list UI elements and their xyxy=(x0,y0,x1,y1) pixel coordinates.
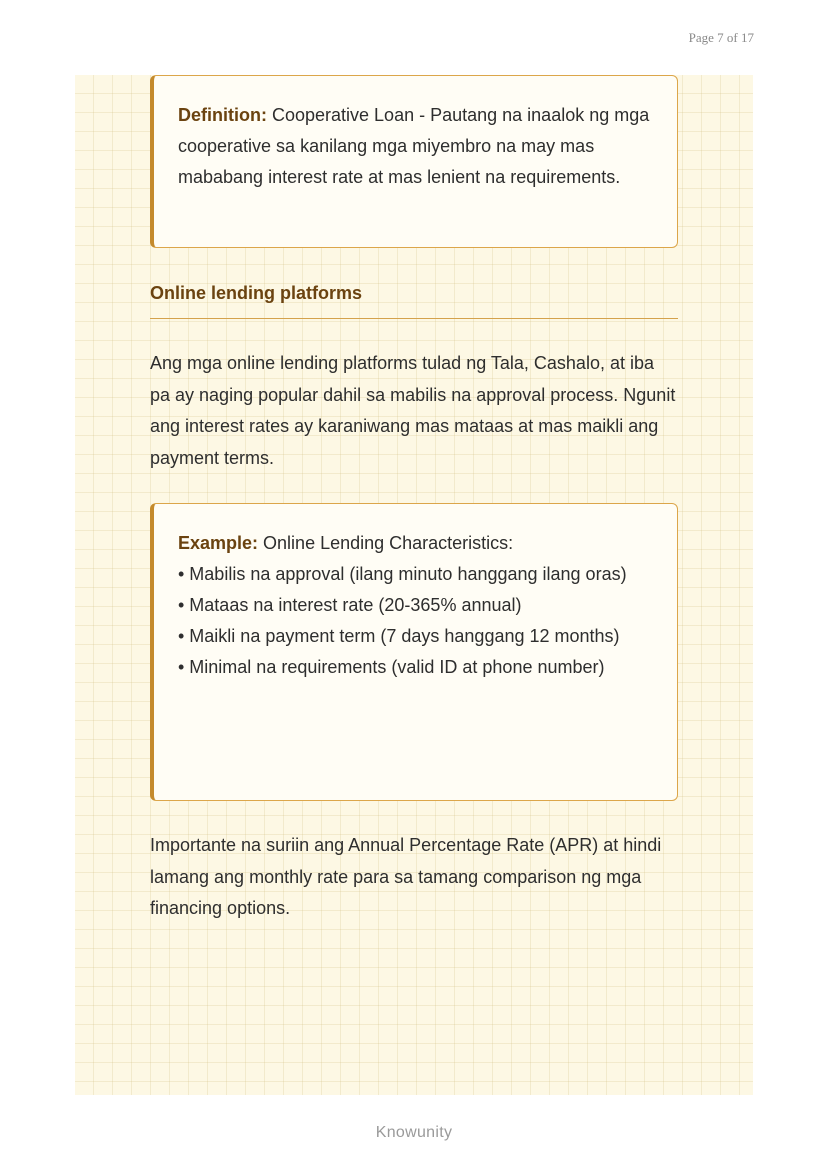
footer-brand: Knowunity xyxy=(375,1124,453,1141)
example-item: • Mabilis na approval (ilang minuto hanggang ilang oras) xyxy=(178,564,627,584)
closing-paragraph: Importante na suriin ang Annual Percentage Rate (APR) at hindi lamang ang monthly rate para sa tamang comparison ng mga financing options. xyxy=(150,835,662,918)
example-item: • Mataas na interest rate (20-365% annual) xyxy=(178,595,522,615)
note-page xyxy=(75,75,753,1095)
example-title: Online Lending Characteristics: xyxy=(258,533,514,553)
definition-text: Cooperative Loan - Pautang na inaalok ng mga cooperative sa kanilang mga miyembro na may mas mababang interest rate at mas lenient na requirements. xyxy=(178,105,650,187)
example-callout xyxy=(150,503,678,801)
page-number: Page 7 of 17 xyxy=(688,30,754,45)
example-item: • Maikli na payment term (7 days hanggang 12 months) xyxy=(178,626,620,646)
section-paragraph: Ang mga online lending platforms tulad ng Tala, Cashalo, at iba pa ay naging popular dahil sa mabilis na approval process. Ngunit ang interest rates ay karaniwang mas mataas at mas maikli ang payment terms. xyxy=(150,353,676,468)
example-label: Example: xyxy=(178,533,259,553)
example-title-line xyxy=(178,528,657,559)
example-item: • Minimal na requirements (valid ID at phone number) xyxy=(178,657,605,677)
definition-callout xyxy=(150,75,678,248)
section-heading: Online lending platforms xyxy=(150,283,363,303)
heading-divider xyxy=(150,318,678,319)
definition-label: Definition: xyxy=(178,105,267,125)
